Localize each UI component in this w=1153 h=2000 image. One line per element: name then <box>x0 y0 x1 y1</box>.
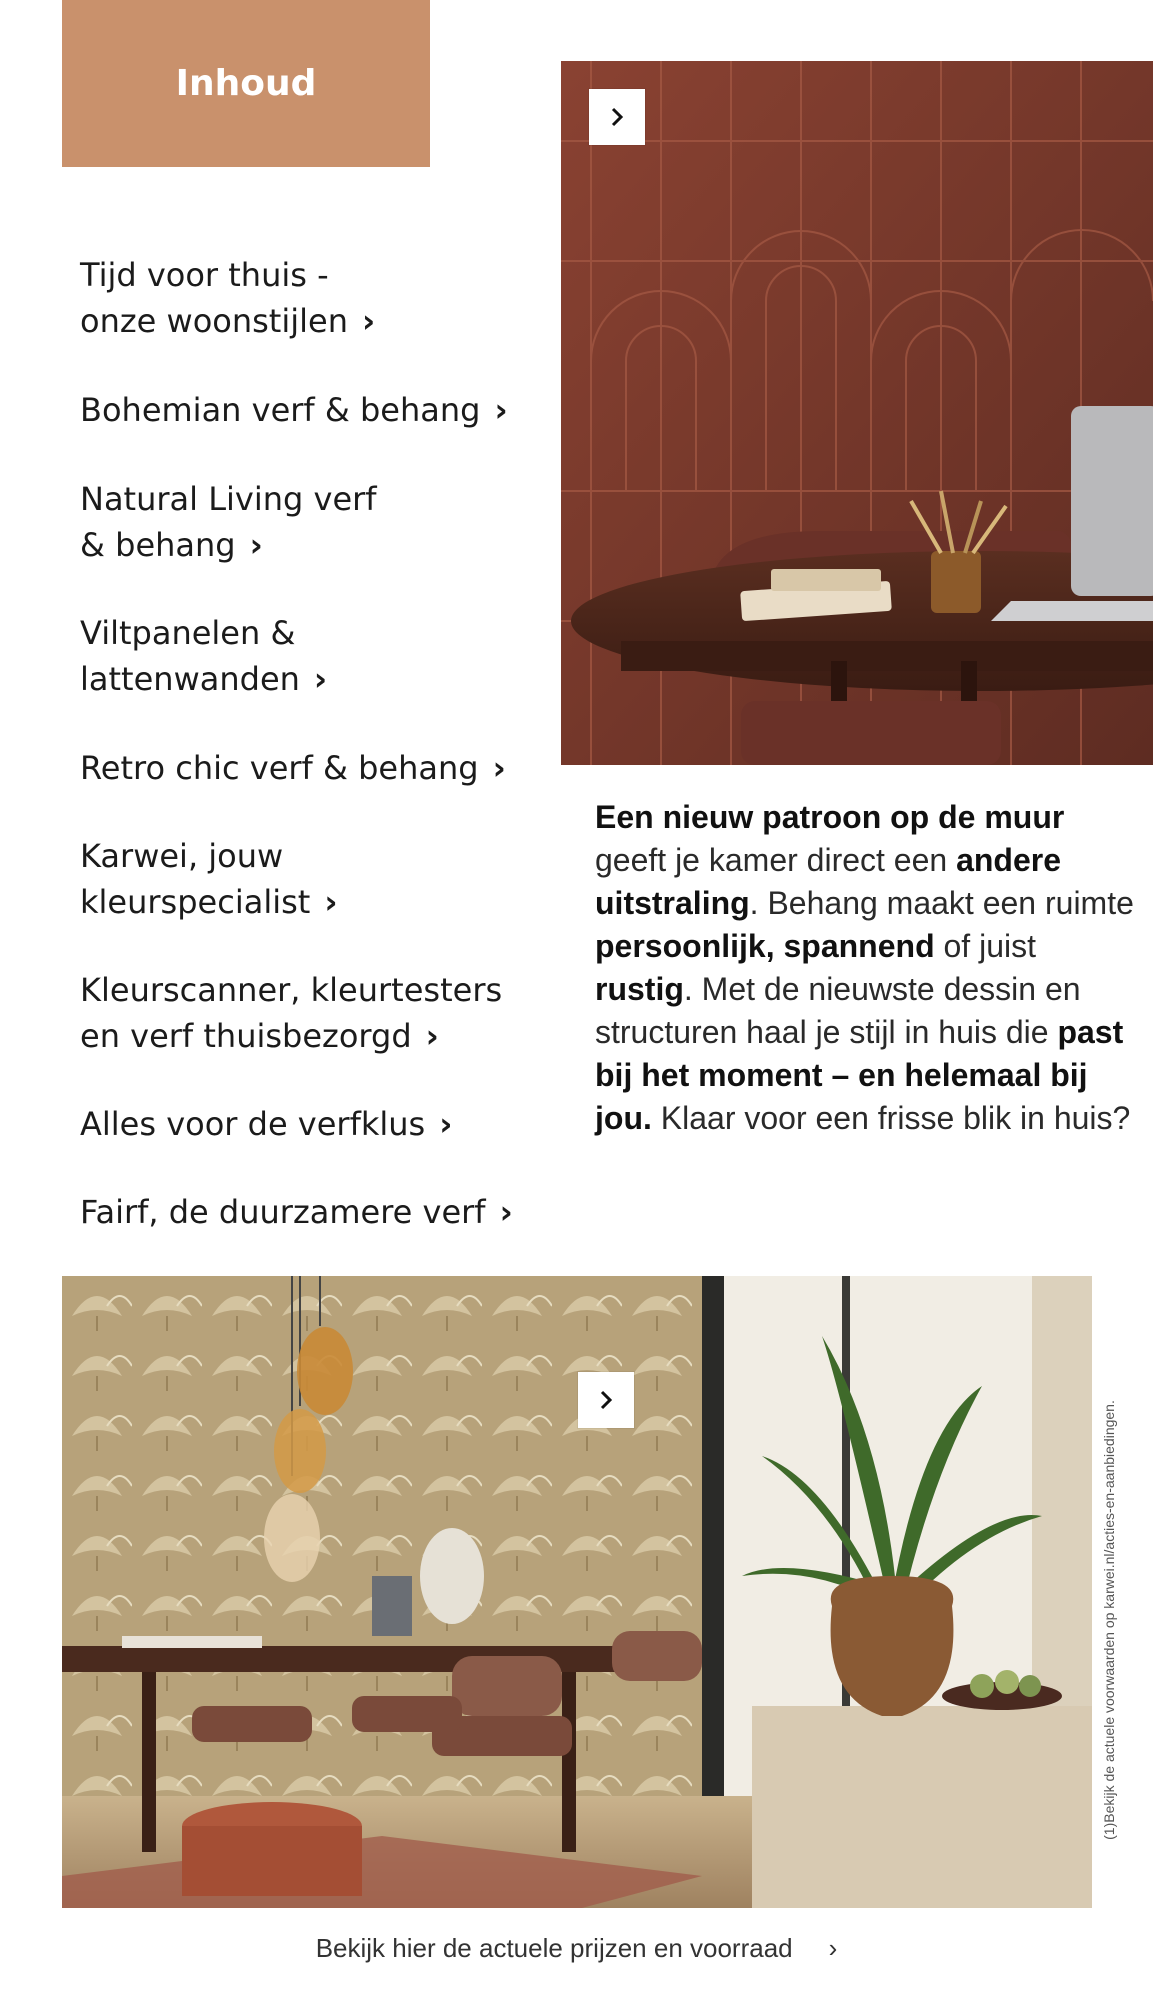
toc-item-label: Bohemian verf & behang <box>80 391 481 429</box>
highlight-text: persoonlijk, spannend <box>595 928 935 964</box>
footer-link-label: Bekijk hier de actuele prijzen en voorraad <box>315 1933 793 1963</box>
body-text: . Behang maakt een ruimte <box>749 885 1134 921</box>
chevron-right-icon: › <box>249 526 263 564</box>
chevron-right-icon: › <box>499 1193 513 1231</box>
toc-item-label: Retro chic verf & behang <box>80 749 479 787</box>
chevron-right-icon <box>606 106 628 128</box>
felt-panel-illustration <box>561 61 1153 765</box>
toc-item-label: Viltpanelen & <box>80 614 296 652</box>
intro-paragraph <box>595 796 1135 1140</box>
chevron-right-icon: › <box>439 1105 453 1143</box>
toc-item-label: en verf thuisbezorgd <box>80 1017 412 1055</box>
next-arrow-button[interactable] <box>578 1372 634 1428</box>
chevron-right-icon: › <box>492 749 506 787</box>
disclaimer-note <box>1096 1330 1122 1910</box>
toc-item-label: lattenwanden <box>80 660 300 698</box>
toc-item-label: onze woonstijlen <box>80 302 348 340</box>
highlight-text: rustig <box>595 971 684 1007</box>
chevron-right-icon: › <box>361 302 376 340</box>
toc-item-label: Kleurscanner, kleurtesters <box>80 971 503 1009</box>
dining-room-photo <box>62 1276 1092 1908</box>
highlight-text: Een nieuw patroon op de muur <box>595 799 1065 835</box>
toc-item-label: Tijd voor thuis - <box>80 256 329 294</box>
toc-item-retro-chic[interactable] <box>80 745 550 791</box>
chevron-right-icon <box>595 1389 617 1411</box>
toc-item-verfklus[interactable] <box>80 1101 550 1147</box>
chevron-right-icon: › <box>828 1933 838 1963</box>
toc-item-label: Fairf, de duurzamere verf <box>80 1193 486 1231</box>
chevron-right-icon: › <box>313 660 328 698</box>
felt-panel-wall-photo <box>561 61 1153 765</box>
toc-item-label: kleurspecialist <box>80 883 311 921</box>
toc-item-kleurscanner[interactable] <box>80 967 550 1059</box>
toc-item-bohemian[interactable] <box>80 387 550 433</box>
toc-item-label: & behang <box>80 526 236 564</box>
body-text: . Met de nieuwste dessin en structuren haal je stijl in huis die <box>595 971 1081 1050</box>
toc-item-viltpanelen[interactable] <box>80 610 550 702</box>
toc-item-fairf[interactable] <box>80 1189 550 1235</box>
toc-item-label: Natural Living verf <box>80 480 377 518</box>
contents-title: Inhoud <box>175 63 317 104</box>
chevron-right-icon: › <box>425 1017 439 1055</box>
toc-item-woonstijlen[interactable] <box>80 252 550 344</box>
highlight-text: past bij het moment – en helemaal bij jou. <box>595 1014 1124 1136</box>
next-arrow-button[interactable] <box>589 89 645 145</box>
toc-item-natural-living[interactable] <box>80 476 550 568</box>
disclaimer-text: (1)Bekijk de actuele voorwaarden op karwei.nl/acties-en-aanbiedingen. <box>1101 1400 1118 1840</box>
chevron-right-icon: › <box>324 883 338 921</box>
dining-room-illustration <box>62 1276 1092 1908</box>
body-text: Klaar voor een frisse blik in huis? <box>651 1100 1131 1136</box>
toc-item-kleurspecialist[interactable] <box>80 833 550 925</box>
chevron-right-icon: › <box>494 391 508 429</box>
contents-tab <box>62 0 430 167</box>
highlight-text: andere uitstraling <box>595 842 1062 921</box>
body-text: geeft je kamer direct een <box>595 842 957 878</box>
prices-stock-link[interactable] <box>0 1933 1153 1964</box>
toc-item-label: Karwei, jouw <box>80 837 284 875</box>
body-text: of juist <box>934 928 1036 964</box>
toc-item-label: Alles voor de verfklus <box>80 1105 426 1143</box>
